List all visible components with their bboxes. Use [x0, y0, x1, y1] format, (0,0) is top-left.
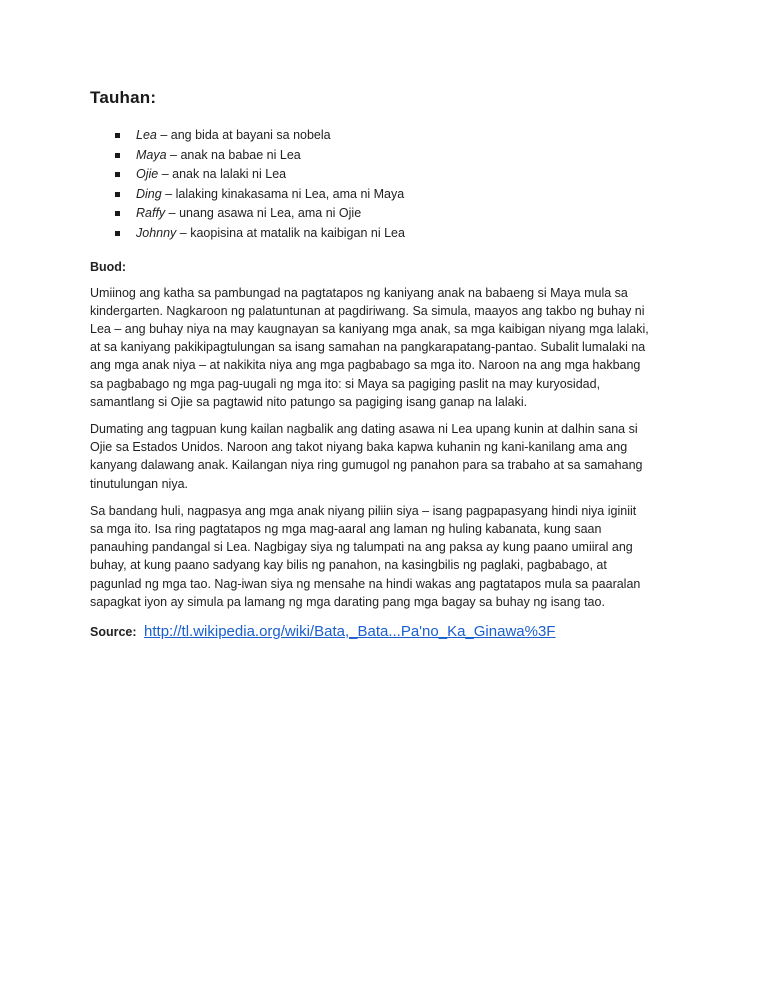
summary-paragraph: Dumating ang tagpuan kung kailan nagbalik ang dating asawa ni Lea upang kunin at dalhin sana si Ojie sa Estados Unidos. Naroon ang takot niyang baka kapwa kuhanin ng kani-kanilang ama ang kanyang dalawang anak. Kailangan niya ring gumugol ng panahon para sa trabaho at sa samahang tinutulungan niya. [90, 421, 643, 491]
source-link[interactable]: http://tl.wikipedia.org/wiki/Bata,_Bata...Pa'no_Ka_Ginawa%3F [144, 623, 556, 641]
list-item [90, 165, 650, 185]
character-description: – anak na babae ni Lea [166, 147, 301, 162]
summary-paragraph: Sa bandang huli, nagpasya ang mga anak niyang piliin siya – isang pagpapasyang hindi niya iginiit sa mga ito. Isa ring pagtatapos ng mga mag-aaral ang laman ng huling kabanata, kung saan panauhing pandangal si Lea. Nagbigay siya ng talumpati na ang paksa ay kung paano umiiral ang buhay, at kung paano sadyang kay bilis ng panahon, na kasingbilis ng paglaki, pagbabago, at pagunlad ng mga tao. Nag-iwan siya ng mensahe na hindi wakas ang pagtatapos mula sa paaralan sapagkat iyon ay simula pa lamang ng mga darating pang mga bagay sa buhay ng isang tao. [90, 503, 641, 609]
source-label: Source: [90, 625, 137, 640]
summary-paragraph: Umiinog ang katha sa pambungad na pagtatapos ng kaniyang anak na babaeng si Maya mula sa kindergarten. Nagkaroon ng palatuntunan at pagdiriwang. Sa simula, maayos ang takbo ng buhay ni Lea – ang buhay niya na may kaugnayan sa kaniyang mga anak, sa mga kaibigan niyang mga lalaki, at sa kaniyang pakikipagtulungan sa isang samahan na pangkarapatang-pantao. Subalit lumalaki na ang mga anak niya – at nakikita niya ang mga pagbabago sa mga ito. Naroon na ang mga hakbang sa pagbabago ng mga pag-uugali ng mga ito: si Maya sa pagiging paslit na may kuryosidad, samantlang si Ojie sa pagtawid nito patungo sa pagiging isang ganap na lalaki. [90, 285, 649, 409]
square-bullet-icon [115, 231, 120, 236]
character-description: – anak na lalaki ni Lea [158, 167, 287, 182]
square-bullet-icon [115, 172, 120, 177]
square-bullet-icon [115, 192, 120, 197]
list-item [90, 224, 650, 244]
characters-heading: Tauhan: [90, 88, 157, 107]
character-name: Lea [136, 128, 157, 142]
square-bullet-icon [115, 211, 120, 216]
character-name: Johnny [136, 225, 177, 240]
character-description: – unang asawa ni Lea, ama ni Ojie [165, 206, 362, 221]
list-item [90, 146, 650, 166]
character-name: Maya [136, 147, 167, 162]
character-description: – ang bida at bayani sa nobela [156, 128, 331, 142]
summary-heading: Buod: [90, 259, 127, 274]
square-bullet-icon [115, 153, 120, 158]
list-item [90, 126, 650, 146]
characters-list [90, 126, 650, 244]
character-description: – lalaking kinakasama ni Lea, ama ni Maya [161, 186, 405, 201]
document-page [90, 88, 650, 640]
source-line [90, 623, 650, 640]
list-item [90, 185, 650, 205]
character-name: Raffy [136, 206, 166, 221]
list-item [90, 204, 650, 224]
character-name: Ding [136, 186, 162, 201]
character-description: – kaopisina at matalik na kaibigan ni Lea [176, 225, 405, 240]
character-name: Ojie [136, 167, 159, 182]
square-bullet-icon [115, 133, 120, 138]
